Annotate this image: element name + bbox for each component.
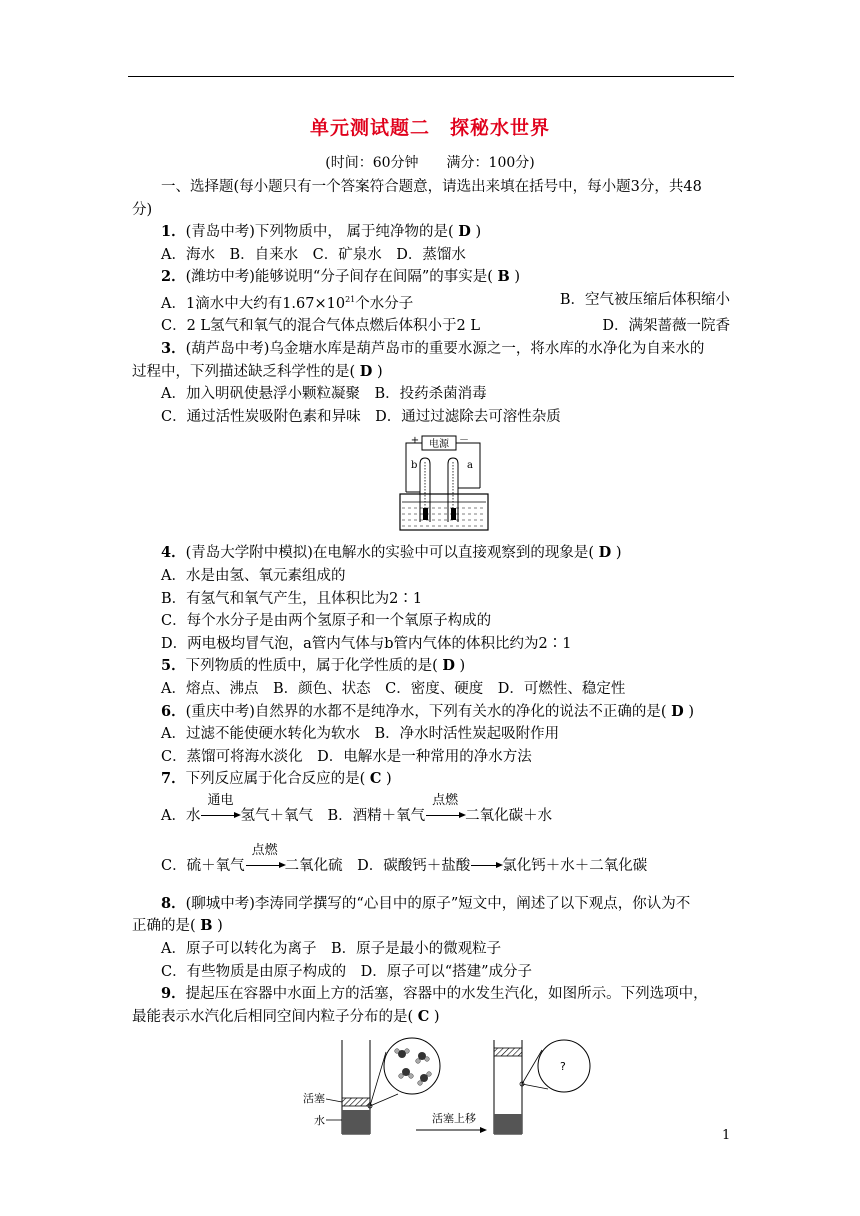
minus-sign: － [459, 435, 469, 447]
answer-letter: D [458, 223, 471, 241]
content-body [132, 176, 732, 1138]
molecule-zoom-circle [384, 1038, 440, 1094]
arrow-icon [246, 865, 284, 866]
answer-letter: B [497, 268, 510, 286]
question-text: (潍坊中考)能够说明“分子间存在间隔”的事实是( [185, 269, 493, 286]
paren-close: ) [433, 1008, 440, 1025]
question-number: 3． [161, 339, 186, 357]
wire-to-electrode-right [458, 488, 480, 492]
paren-close: ) [475, 224, 482, 241]
question-1-options: A．海水 B．自来水 C．矿泉水 D．蒸馏水 [161, 246, 466, 263]
question-8-stem-line2 [132, 915, 732, 938]
question-9-stem-line2 [132, 1006, 732, 1029]
option-a-text-end: 个水分子 [355, 295, 414, 312]
question-mark: ? [560, 1060, 566, 1074]
magnifier-line [370, 1094, 398, 1106]
question-7-options-row1 [132, 791, 732, 841]
answer-letter: D [671, 702, 684, 720]
question-text: (聊城中考)李涛同学撰写的“心目中的原子”短文中，阐述了以下观点，你认为不 [185, 895, 691, 912]
page-subtitle: (时间：60分钟 满分：100分) [325, 155, 535, 171]
option-a-products-and-b-reactants: 氢气＋氧气 B．酒精＋氧气 [240, 807, 426, 824]
reaction-arrow-ignite [245, 841, 285, 891]
question-3-stem-line1 [132, 338, 732, 361]
question-4-option-b: B．有氢气和氧气产生，且体积比为2∶1 [161, 590, 423, 607]
question-number: 9． [161, 985, 186, 1003]
question-number: 7． [161, 770, 186, 788]
paren-close: ) [217, 918, 223, 935]
question-text: 过程中，下列描述缺乏科学性的是( [132, 363, 356, 380]
left-water [342, 1110, 370, 1134]
arrow-icon [426, 815, 464, 816]
question-text: (青岛大学附中模拟)在电解水的实验中可以直接观察到的现象是( [185, 545, 595, 562]
paren-close: ) [514, 269, 521, 286]
reaction-arrow-electrolysis [200, 791, 240, 841]
water-trough [400, 494, 488, 530]
answer-letter: D [359, 362, 373, 380]
label-piston: 活塞 [303, 1092, 325, 1106]
question-text: (青岛中考)下列物质中， 属于纯净物的是( [185, 224, 454, 241]
option-a-text: A．1滴水中大约有1.67×10 [161, 295, 346, 312]
question-text: 最能表示水汽化后相同空间内粒子分布的是( [132, 1008, 414, 1025]
option-b-products: 二氧化碳＋水 [465, 807, 553, 824]
answer-letter: C [417, 1007, 430, 1025]
magnifier-line [522, 1084, 548, 1089]
option-a-reactant: A．水 [161, 807, 201, 824]
question-3-stem-line2 [132, 361, 732, 384]
question-text: 下列反应属于化合反应的是( [185, 771, 366, 788]
question-8-options-row1: A．原子可以转化为离子 B．原子是最小的微观粒子 [161, 941, 502, 958]
label-water: 水 [314, 1114, 325, 1128]
option-d: D．满架蔷薇一院香 [602, 318, 730, 335]
paren-close: ) [615, 545, 622, 562]
option-d-products: 氯化钙＋水＋二氧化碳 [502, 857, 648, 874]
question-7-options-row2 [132, 841, 732, 891]
question-5-options: A．熔点、沸点 B．颜色、状态 C．密度、硬度 D．可燃性、稳定性 [161, 680, 626, 697]
answer-letter: D [598, 544, 612, 562]
label-a: a [467, 460, 473, 472]
plus-sign: + [410, 435, 420, 447]
option-c-product-and-d-reactants: 二氧化硫 D．碳酸钙＋盐酸 [284, 857, 471, 874]
reaction-arrow-ignite [425, 791, 465, 841]
answer-letter: B [200, 917, 213, 935]
question-6-options-row2: C．蒸馏可将海水淡化 D．电解水是一种常用的净水方法 [161, 748, 532, 765]
question-2-stem [132, 266, 732, 289]
label-b: b [411, 460, 418, 472]
label-piston-move: 活塞上移 [432, 1112, 476, 1126]
magnifier-line [370, 1052, 386, 1106]
question-3-options-row1: A．加入明矾使悬浮小颗粒凝聚 B．投药杀菌消毒 [161, 386, 487, 403]
electrode-a [451, 508, 456, 520]
condition-label: 通电 [207, 792, 234, 808]
right-piston [494, 1048, 522, 1056]
arrow-icon [480, 1127, 487, 1133]
question-6-stem [132, 701, 732, 724]
electrolysis-apparatus-figure [398, 432, 490, 536]
question-number: 1． [161, 223, 186, 241]
electrode-b [423, 508, 428, 520]
question-text: (葫芦岛中考)乌金塘水库是葫芦岛市的重要水源之一，将水库的水净化为自来水的 [185, 340, 705, 357]
exponent: 21 [345, 294, 356, 304]
question-4-option-a: A．水是由氢、氧元素组成的 [161, 567, 346, 584]
question-number: 6． [161, 702, 186, 720]
question-text: 提起压在容器中水面上方的活塞，容器中的水发生汽化，如图所示。下列选项中， [185, 986, 708, 1003]
condition-label: 点燃 [432, 792, 459, 808]
answer-letter: D [442, 657, 455, 675]
paren-close: ) [376, 363, 383, 380]
question-4-stem [132, 542, 732, 565]
answer-letter: C [369, 770, 382, 788]
question-2-options-row1 [132, 289, 732, 315]
piston-vaporization-figure [302, 1034, 592, 1138]
question-number: 2． [161, 268, 186, 286]
question-3-options-row2: C．通过活性炭吸附色素和异味 D．通过过滤除去可溶性杂质 [161, 408, 561, 425]
option-c: C．2 L氢气和氧气的混合气体点燃后体积小于2 L [161, 318, 481, 335]
question-number: 5． [161, 657, 186, 675]
question-5-stem [132, 655, 732, 678]
condition-label: 点燃 [251, 842, 278, 858]
label-pointer [326, 1099, 342, 1102]
question-2-options-row2 [132, 315, 732, 338]
arrow-icon [471, 865, 501, 866]
right-water [494, 1114, 522, 1134]
paren-close: ) [688, 703, 695, 720]
section-heading-line1: 一、选择题(每小题只有一个答案符合题意，请选出来填在括号中，每小题3分，共48 [161, 179, 702, 195]
question-4-option-d: D．两电极均冒气泡，a管内气体与b管内气体的体积比约为2∶1 [161, 635, 572, 652]
option-b: B．空气被压缩后体积缩小 [559, 291, 730, 308]
question-6-options-row1: A．过滤不能使硬水转化为软水 B．净水时活性炭起吸附作用 [161, 726, 560, 743]
power-label: 电源 [429, 439, 449, 451]
question-9-stem-line1 [132, 983, 732, 1006]
arrow-icon [201, 815, 239, 816]
question-text: 下列物质的性质中，属于化学性质的是( [185, 658, 438, 675]
left-piston [342, 1098, 370, 1106]
header-rule [128, 76, 734, 77]
section-heading-line2: 分) [132, 201, 153, 218]
question-8-options-row2: C．有些物质是由原子构成的 D．原子可以“搭建”成分子 [161, 963, 533, 980]
question-number: 4． [161, 544, 186, 562]
question-1-stem [132, 221, 732, 244]
option-a [161, 289, 413, 315]
question-number: 8． [161, 894, 186, 912]
option-c-reactants: C．硫＋氧气 [161, 857, 245, 874]
page-number: 1 [722, 1128, 731, 1143]
question-text: 正确的是( [132, 918, 196, 935]
page-title: 单元测试题二 探秘水世界 [309, 117, 550, 139]
question-8-stem-line1 [132, 893, 732, 916]
paren-close: ) [459, 658, 466, 675]
question-4-option-c: C．每个水分子是由两个氢原子和一个氧原子构成的 [161, 613, 492, 630]
question-text: (重庆中考)自然界的水都不是纯净水，下列有关水的净化的说法不正确的是( [185, 703, 667, 720]
paren-close: ) [386, 771, 392, 788]
